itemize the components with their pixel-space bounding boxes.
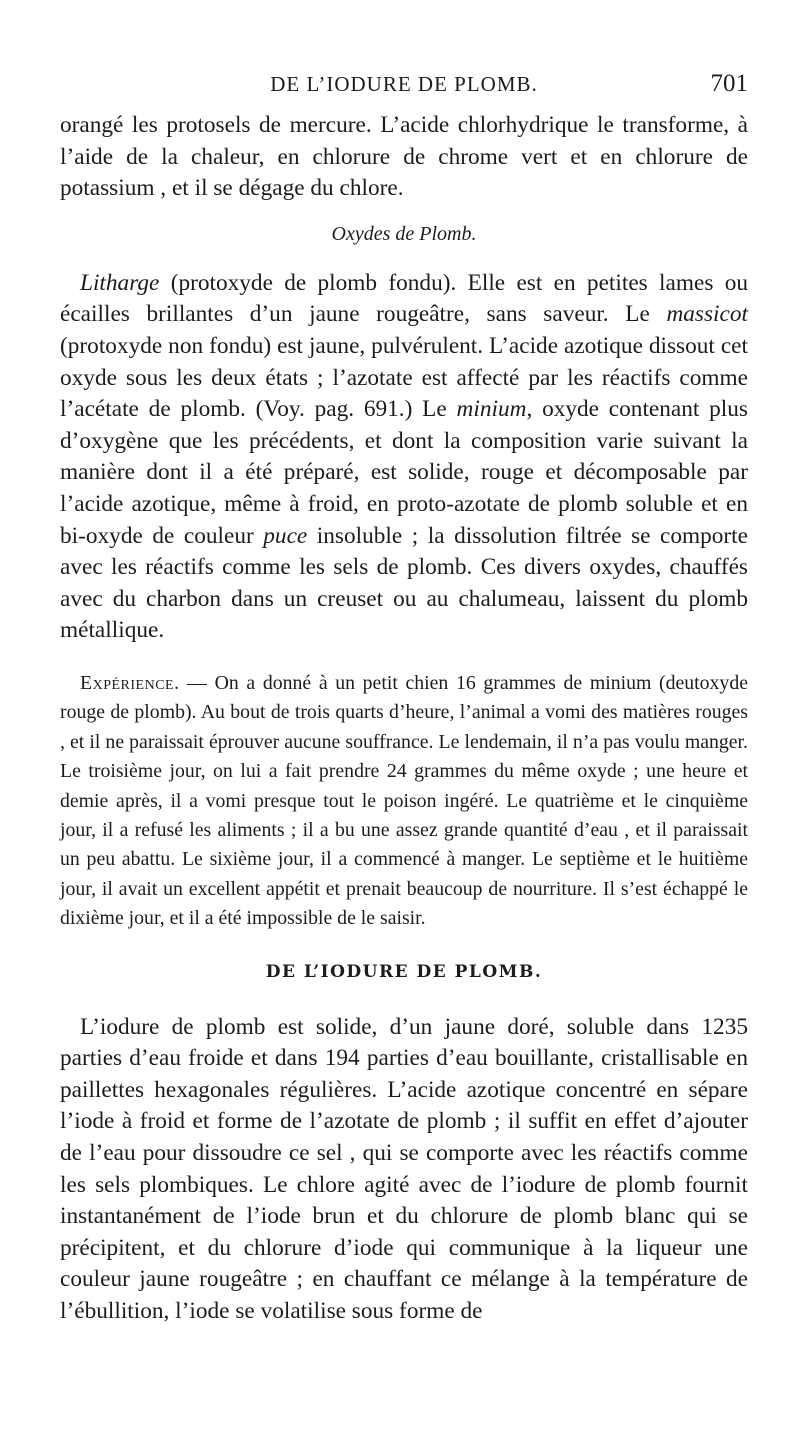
term-puce: puce (263, 522, 308, 549)
book-page (60, 70, 748, 1328)
paragraph-continuation: orangé les protosels de mercure. L’acide chlorhydrique le transforme, à l’aide de la chaleur, en chlorure de chrome vert et en chlorure de potassium , et il se dégage du chlore. (60, 112, 748, 202)
running-title: DE L’IODURE DE PLOMB. (270, 72, 538, 96)
experience-label: Expérience. (80, 671, 180, 694)
paragraph-litharge (60, 268, 748, 647)
text-segment: , oxyde contenant plus d’oxygène que les précédents, et dont la composition varie suivant la manière dont il a été préparé, est solide, rouge et décomposable par l’acide azotique, même à froid, en proto-azotate de plomb soluble et en bi-oxyde de couleur (60, 396, 748, 549)
text-segment: (protoxyde non fondu) est jaune, pulvérulent. L’acide azotique dissout cet oxyde sous les deux états ; l’azotate est affecté par les réactifs comme l’acétate de plomb. (Voy. pag. 691.) Le (60, 332, 748, 423)
text-segment: (protoxyde de plomb fondu). Elle est en petites lames ou écailles brillantes d’un jaune rougeâtre, sans saveur. Le (60, 269, 748, 328)
text-segment: insoluble ; la dissolution filtrée se comporte avec les réactifs comme les sels de plomb. Ces divers oxydes, chauffés avec du charbon dans un creuset ou au chalumeau, laissent du plomb métallique. (60, 522, 748, 644)
page-number: 701 (710, 70, 748, 97)
section-title-oxydes: Oxydes de Plomb. (331, 222, 477, 245)
paragraph-experience (60, 669, 748, 934)
term-litharge: Litharge (80, 269, 160, 296)
experience-text: — On a donné à un petit chien 16 grammes de minium (deutoxyde rouge de plomb). Au bout de trois quarts d’heure, l’animal a vomi des matières rouges , et il ne paraissait éprouver aucune souffrance. Le lendemain, il n’a pas voulu manger. Le troisième jour, on lui a fait prendre 24 grammes du même oxyde ; une heure et demie après, il a vomi presque tout le poison ingéré. Le quatrième et le cinquième jour, il a refusé les aliments ; il a bu une assez grande quantité d’eau , et il paraissait un peu abattu. Le sixième jour, il a commencé à manger. Le septième et le huitième jour, il avait un excellent appétit et prenait beaucoup de nourriture. Il s’est échappé le dixième jour, et il a été impossible de le saisir. (60, 671, 748, 930)
running-head (60, 70, 748, 106)
term-minium: minium (456, 396, 527, 423)
paragraph-iodure: L’iodure de plomb est solide, d’un jaune doré, soluble dans 1235 parties d’eau froide et dans 194 parties d’eau bouillante, cristallisable en paillettes hexagonales régulières. L’acide azotique concentré en sépare l’iode à froid et forme de l’azotate de plomb ; il suffit en effet d’ajouter de l’eau pour dissoudre ce sel , qui se comporte avec les réactifs comme les sels plombiques. Le chlore agité avec de l’iodure de plomb fournit instantanément de l’iode brun et du chlorure de plomb blanc qui se précipitent, et du chlorure d’iode qui communique à la liqueur une couleur jaune rougeâtre ; en chauffant ce mélange à la température de l’ébullition, l’iode se volatilise sous forme de (60, 1013, 748, 1324)
heading-iodure: DE L’IODURE DE PLOMB. (265, 961, 543, 982)
term-massicot: massicot (666, 301, 748, 328)
